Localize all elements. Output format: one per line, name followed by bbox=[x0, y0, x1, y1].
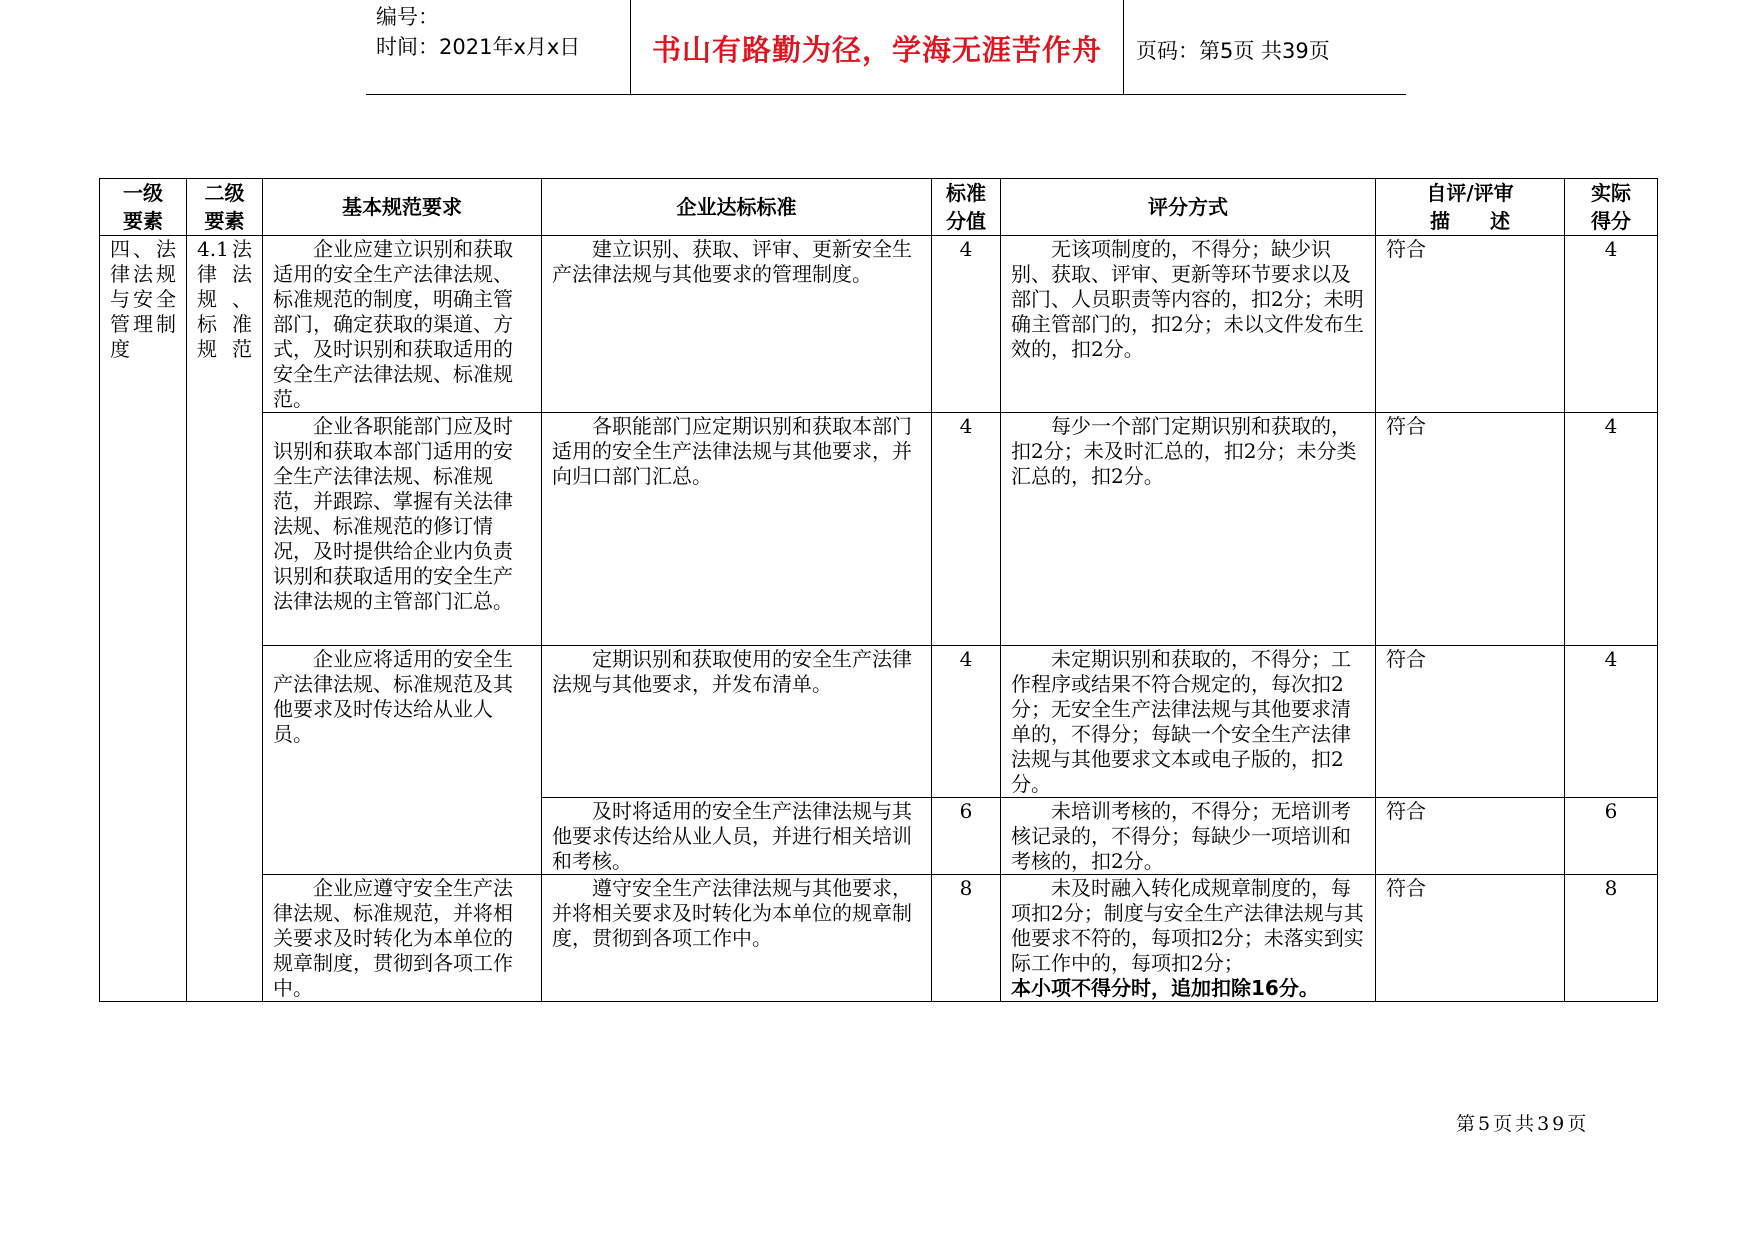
description-cell: 符合 bbox=[1376, 646, 1565, 798]
method-cell bbox=[1001, 875, 1376, 1002]
table-row bbox=[100, 413, 1658, 646]
table-header-row bbox=[100, 179, 1658, 236]
actual-score-cell: 4 bbox=[1565, 413, 1658, 646]
header-requirement: 基本规范要求 bbox=[263, 179, 542, 236]
actual-score-cell: 4 bbox=[1565, 236, 1658, 413]
header-level1: 一级 要素 bbox=[100, 179, 187, 236]
page-footer: 第5页共39页 bbox=[1456, 1113, 1590, 1135]
method-text: 未及时融入转化成规章制度的，每项扣2分；制度与安全生产法律法规与其他要求不符的，每项扣2分；未落实到实际工作中的，每项扣2分； bbox=[1011, 876, 1364, 975]
header-score: 标准 分值 bbox=[932, 179, 1001, 236]
requirement-cell: 企业各职能部门应及时识别和获取本部门适用的安全生产法律法规、标准规范，并跟踪、掌握有关法律法规、标准规范的修订情况，及时提供给企业内负责识别和获取适用的安全生产法律法规的主管部门汇总。 bbox=[263, 413, 542, 646]
standard-cell: 建立识别、获取、评审、更新安全生产法律法规与其他要求的管理制度。 bbox=[542, 236, 932, 413]
method-cell: 每少一个部门定期识别和获取的，扣2分；未及时汇总的，扣2分；未分类汇总的，扣2分。 bbox=[1001, 413, 1376, 646]
page-header bbox=[366, 0, 1406, 95]
evaluation-table bbox=[99, 178, 1658, 1002]
requirement-cell: 企业应遵守安全生产法律法规、标准规范，并将相关要求及时转化为本单位的规章制度，贯彻到各项工作中。 bbox=[263, 875, 542, 1002]
code-label: 编号： bbox=[376, 5, 439, 29]
method-cell: 无该项制度的，不得分；缺少识别、获取、评审、更新等环节要求以及部门、人员职责等内容的，扣2分；未明确主管部门的，扣2分；未以文件发布生效的，扣2分。 bbox=[1001, 236, 1376, 413]
description-cell: 符合 bbox=[1376, 236, 1565, 413]
header-page-label: 页码：第5页 共39页 bbox=[1136, 39, 1330, 63]
level1-cell: 四、法律法规与安全管理制度 bbox=[100, 236, 187, 1002]
score-cell: 8 bbox=[932, 875, 1001, 1002]
actual-score-cell: 6 bbox=[1565, 798, 1658, 875]
header-meta bbox=[376, 2, 580, 62]
header-motto: 书山有路勤为径，学海无涯苦作舟 bbox=[651, 33, 1102, 67]
date-label: 时间：2021年x月x日 bbox=[376, 35, 581, 59]
method-bold-text: 本小项不得分时，追加扣除16分。 bbox=[1011, 976, 1319, 1000]
header-method: 评分方式 bbox=[1001, 179, 1376, 236]
method-cell: 未定期识别和获取的，不得分；工作程序或结果不符合规定的，每次扣2分；无安全生产法律法规与其他要求清单的，不得分；每缺一个安全生产法律法规与其他要求文本或电子版的，扣2分。 bbox=[1001, 646, 1376, 798]
actual-score-cell: 8 bbox=[1565, 875, 1658, 1002]
requirement-cell: 企业应将适用的安全生产法律法规、标准规范及其他要求及时传达给从业人员。 bbox=[263, 646, 542, 875]
standard-cell: 定期识别和获取使用的安全生产法律法规与其他要求，并发布清单。 bbox=[542, 646, 932, 798]
score-cell: 4 bbox=[932, 413, 1001, 646]
header-standard: 企业达标标准 bbox=[542, 179, 932, 236]
score-cell: 6 bbox=[932, 798, 1001, 875]
standard-cell: 及时将适用的安全生产法律法规与其他要求传达给从业人员，并进行相关培训和考核。 bbox=[542, 798, 932, 875]
actual-score-cell: 4 bbox=[1565, 646, 1658, 798]
table-row bbox=[100, 236, 1658, 413]
level2-cell: 4.1法律法规、标准规范 bbox=[187, 236, 263, 1002]
header-level2: 二级 要素 bbox=[187, 179, 263, 236]
table-row bbox=[100, 646, 1658, 798]
score-cell: 4 bbox=[932, 646, 1001, 798]
description-cell: 符合 bbox=[1376, 875, 1565, 1002]
standard-cell: 遵守安全生产法律法规与其他要求，并将相关要求及时转化为本单位的规章制度，贯彻到各项工作中。 bbox=[542, 875, 932, 1002]
standard-cell: 各职能部门应定期识别和获取本部门适用的安全生产法律法规与其他要求，并向归口部门汇总。 bbox=[542, 413, 932, 646]
header-actual: 实际 得分 bbox=[1565, 179, 1658, 236]
requirement-cell: 企业应建立识别和获取适用的安全生产法律法规、标准规范的制度，明确主管部门，确定获取的渠道、方式，及时识别和获取适用的安全生产法律法规、标准规范。 bbox=[263, 236, 542, 413]
score-cell: 4 bbox=[932, 236, 1001, 413]
description-cell: 符合 bbox=[1376, 413, 1565, 646]
method-cell: 未培训考核的，不得分；无培训考核记录的，不得分；每缺少一项培训和考核的，扣2分。 bbox=[1001, 798, 1376, 875]
header-description: 自评/评审 描 述 bbox=[1376, 179, 1565, 236]
header-divider bbox=[1123, 0, 1124, 94]
table-row bbox=[100, 875, 1658, 1002]
description-cell: 符合 bbox=[1376, 798, 1565, 875]
